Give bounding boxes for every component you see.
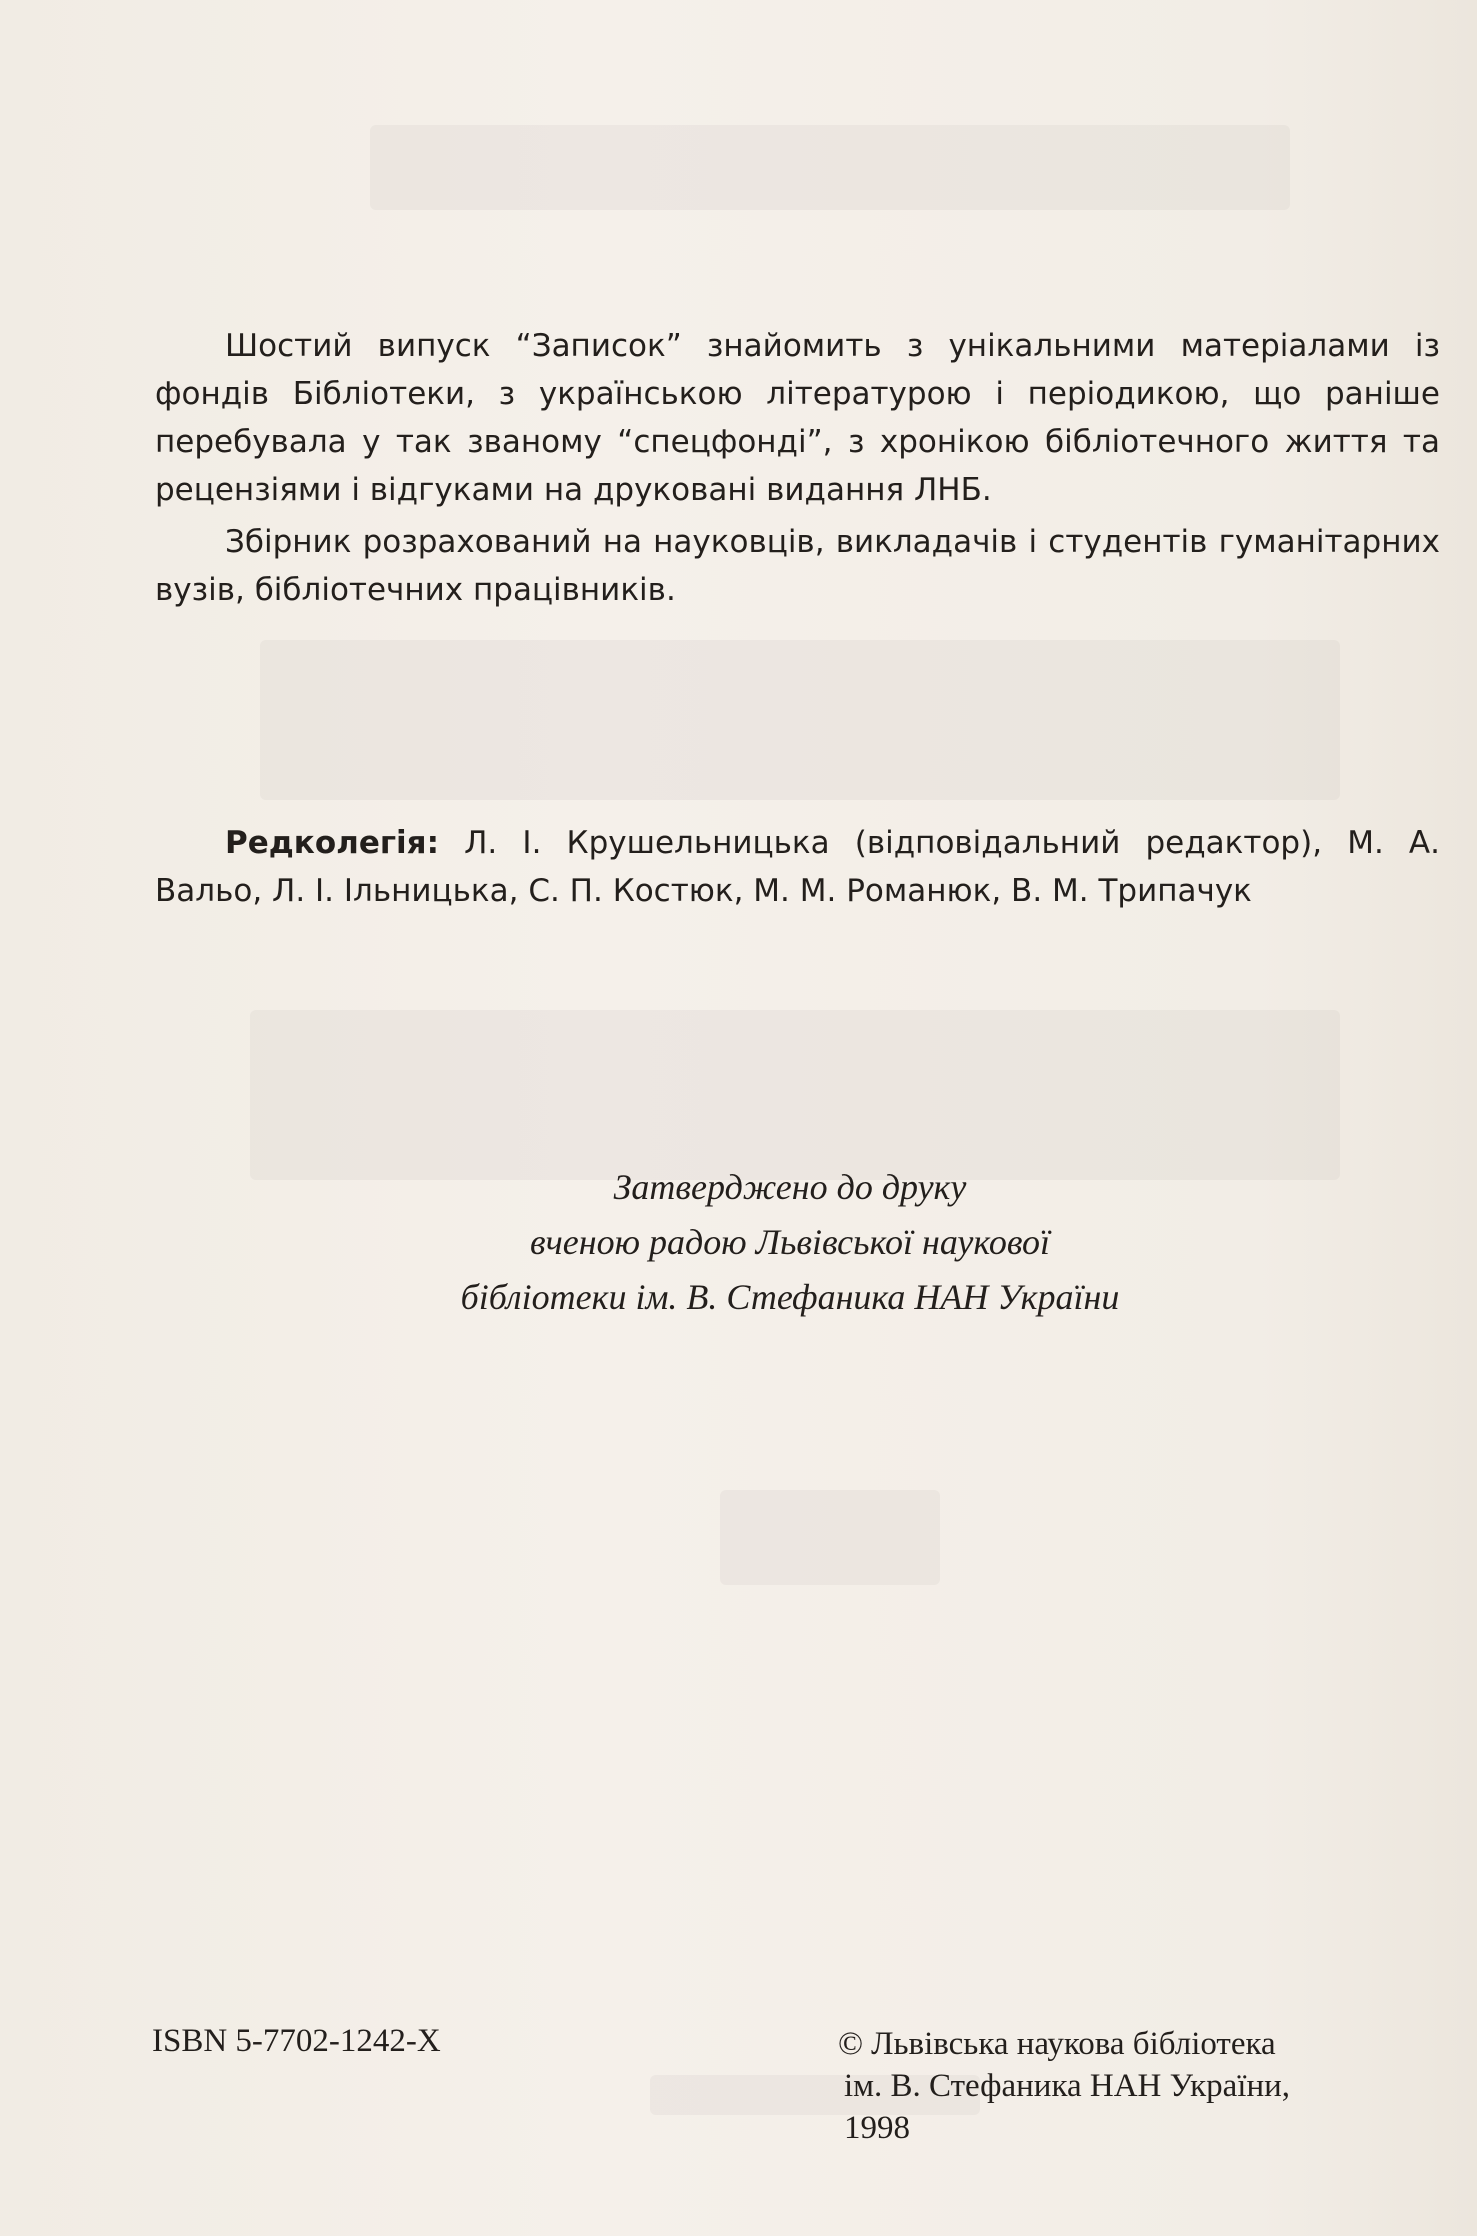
bleed-through-shadow [260,640,1340,800]
isbn: ISBN 5-7702-1242-X [152,2023,441,2059]
annotation [155,322,1440,614]
editorial-board-members: Л. І. Крушельницька (відповідальний редактор), М. А. Вальо, Л. І. Ільницька, С. П. Костюк, М. М. Романюк, В. М. Трипачук [155,825,1440,909]
editorial-board-label: Редколегія: [225,825,439,861]
copyright-icon: © [838,2026,864,2062]
bleed-through-shadow [720,1490,940,1585]
copyright-line: ім. В. Стефаника НАН України, [844,2068,1291,2104]
approval-line: бібліотеки ім. В. Стефаника НАН України [460,1277,1120,1317]
copyright-year: 1998 [844,2110,910,2146]
approval-line: вченою радою Львівської наукової [530,1222,1050,1262]
bleed-through-shadow [370,125,1290,210]
annotation-paragraph: Шостий випуск “Записок” знайомить з унікальними матеріалами із фондів Бібліотеки, з українською літературою і періодикою, що раніше перебувала у так званому “спецфонді”, з хронікою бібліотечного життя та рецензіями і відгуками на друковані видання ЛНБ. [155,328,1440,508]
editorial-board [155,819,1440,915]
copyright-notice [838,2023,1468,2149]
approval-line: Затверджено до друку [613,1167,967,1207]
copyright-line: Львівська наукова бібліотека [871,2026,1276,2062]
approval-note [260,1160,1320,1325]
annotation-paragraph: Збірник розрахований на науковців, викладачів і студентів гуманітарних вузів, бібліотечних працівників. [155,524,1440,608]
bleed-through-shadow [250,1010,1340,1180]
